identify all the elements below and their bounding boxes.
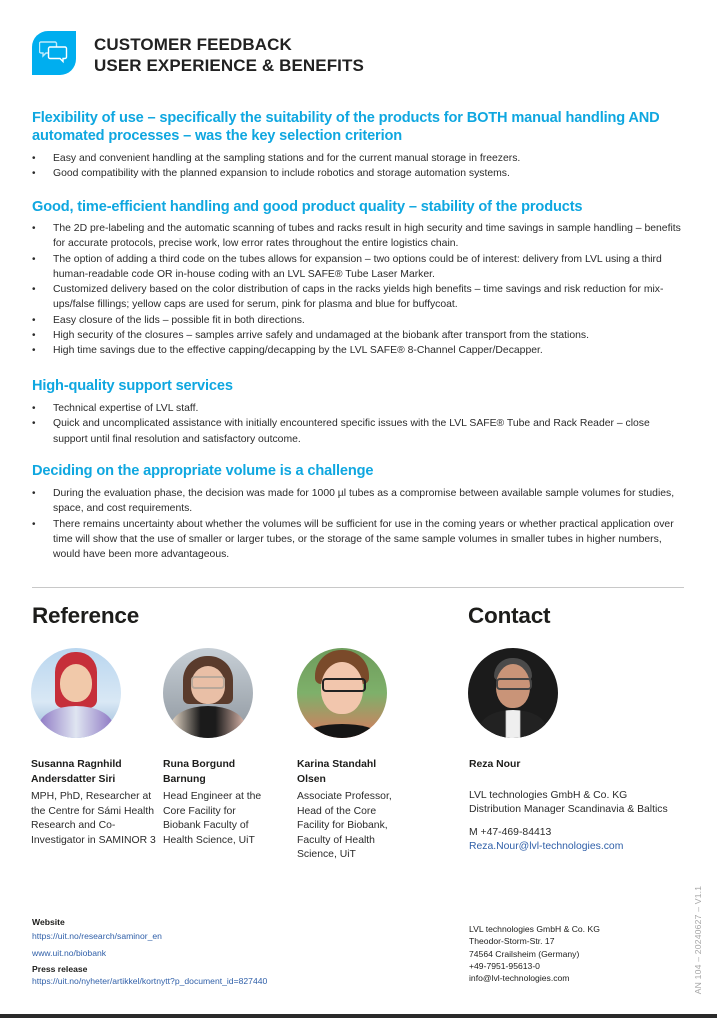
person-name <box>297 758 417 787</box>
reference-photo-1 <box>31 648 121 738</box>
person-name <box>31 758 151 787</box>
bullet-item: • During the evaluation phase, the decision was made for 1000 µl tubes as a compromise between available sample volumes for studies, space, and cost requirements. <box>32 486 682 517</box>
press-release-label: Press release <box>32 964 88 974</box>
bullet-item: • Customized delivery based on the color distribution of caps in the racks yields high benefits – time savings and risk reduction for mix-ups/false fillings; yellow caps are used for serum, pink for plasma and blue for buffycoat. <box>32 282 682 313</box>
contact-phone[interactable]: M +47-469-84413 <box>469 827 552 838</box>
press-release-link[interactable]: https://uit.no/nyheter/artikkel/kortnytt?p_document_id=827440 <box>32 976 268 986</box>
contact-details <box>469 826 623 854</box>
section-heading-handling-quality: Good, time-efficient handling and good product quality – stability of the products <box>32 199 583 215</box>
name-line-1: Runa Borgund <box>163 759 236 770</box>
reference-photo-2 <box>163 648 253 738</box>
section-bullets-support <box>32 401 682 447</box>
bullet-item: • The option of adding a third code on the tubes allows for expansion – two options could be of interest: delivery from LVL using a third human-readable code OR in-house coding with an LVL SAFE® Tube Laser Marker. <box>32 252 682 283</box>
bullet-item: • There remains uncertainty about whether the volumes will be sufficient for use in the coming years or whether practical application over time will show that the use of smaller or larger tubes, or the storage of the same sample volumes in smaller tubes in higher numbers, would have been more advantageous. <box>32 517 682 563</box>
reference-photo-3 <box>297 648 387 738</box>
reference-person-1 <box>31 758 156 848</box>
bullet-item: • Easy and convenient handling at the sampling stations and for the current manual storage in freezers. <box>32 151 682 166</box>
bottom-border <box>0 1014 717 1018</box>
name-line-1: Susanna Ragnhild <box>31 759 122 770</box>
contact-role: Distribution Manager Scandinavia & Baltics <box>469 804 668 815</box>
title-line-2: USER EXPERIENCE & BENEFITS <box>94 56 364 75</box>
bullet-item: • High security of the closures – samples arrive safely and undamaged at the biobank after transport from the stations. <box>32 328 682 343</box>
reference-person-2 <box>163 758 283 848</box>
name-line-2: Barnung <box>163 773 206 785</box>
address-line: 74564 Crailsheim (Germany) <box>469 948 580 959</box>
address-line: LVL technologies GmbH & Co. KG <box>469 924 600 934</box>
contact-email-link[interactable]: Reza.Nour@lvl-technologies.com <box>469 841 624 852</box>
name-line-2: Andersdatter Siri <box>31 773 116 785</box>
person-description: Head Engineer at the Core Facility for Biobank Faculty of Health Science, UiT <box>163 791 262 846</box>
chat-bubbles-icon <box>32 31 76 75</box>
contact-photo <box>468 648 558 738</box>
document-code-text: AN 104 – 20240627 – V1.1 <box>693 885 703 995</box>
website-link-biobank[interactable]: www.uit.no/biobank <box>32 948 107 958</box>
name-line-2: Olsen <box>297 773 326 785</box>
bullet-item: • The 2D pre-labeling and the automatic scanning of tubes and racks result in high security and time savings in sample handling – benefits for accurate protocols, precise work, low error rates throughout the entire logistics chain. <box>32 221 682 252</box>
section-heading-flexibility: Flexibility of use – specifically the suitability of the products for BOTH manual handling AND automated processes – was the key selection criterion <box>32 110 660 144</box>
bullet-item: • Quick and uncomplicated assistance with initially encountered specific issues with the LVL SAFE® Tube and Rack Reader – close support until final resolution and satisfactory outcome. <box>32 416 682 447</box>
bullet-item: • Good compatibility with the planned expansion to include robotics and storage automation systems. <box>32 166 682 181</box>
address-line: info@lvl-technologies.com <box>469 973 570 984</box>
document-code <box>690 880 706 1000</box>
reference-heading: Reference <box>32 603 140 628</box>
contact-company-block <box>469 789 668 817</box>
contact-heading: Contact <box>468 603 551 628</box>
section-divider <box>32 587 684 588</box>
contact-company: LVL technologies GmbH & Co. KG <box>469 790 628 801</box>
name-line-1: Karina Standahl <box>297 759 377 770</box>
contact-name: Reza Nour <box>469 759 521 770</box>
title-line-1: CUSTOMER FEEDBACK <box>94 35 292 54</box>
person-description: MPH, PhD, Researcher at the Centre for Sámi Health Research and Co-Investigator in SAMINOR 3 <box>31 791 156 846</box>
company-address <box>469 923 600 984</box>
section-bullets-volume <box>32 486 682 562</box>
footer-links <box>32 916 267 987</box>
section-bullets-flexibility <box>32 151 682 182</box>
page-title <box>94 34 364 76</box>
section-heading-support: High-quality support services <box>32 378 233 394</box>
person-name <box>163 758 283 787</box>
bullet-item: • Technical expertise of LVL staff. <box>32 401 682 416</box>
section-bullets-handling-quality <box>32 221 682 359</box>
address-line: Theodor-Storm-Str. 17 <box>469 936 555 947</box>
person-description: Associate Professor, Head of the Core Facility for Biobank, Faculty of Health Science, UiT <box>297 791 392 860</box>
website-link-saminor[interactable]: https://uit.no/research/saminor_en <box>32 931 162 941</box>
reference-person-3 <box>297 758 417 863</box>
address-line: +49-7951-95613-0 <box>469 960 540 971</box>
bullet-item: • Easy closure of the lids – possible fit in both directions. <box>32 313 682 328</box>
section-heading-volume: Deciding on the appropriate volume is a challenge <box>32 463 374 479</box>
website-label: Website <box>32 917 65 927</box>
bullet-item: • High time savings due to the effective capping/decapping by the LVL SAFE® 8-Channel Capper/Decapper. <box>32 343 682 358</box>
